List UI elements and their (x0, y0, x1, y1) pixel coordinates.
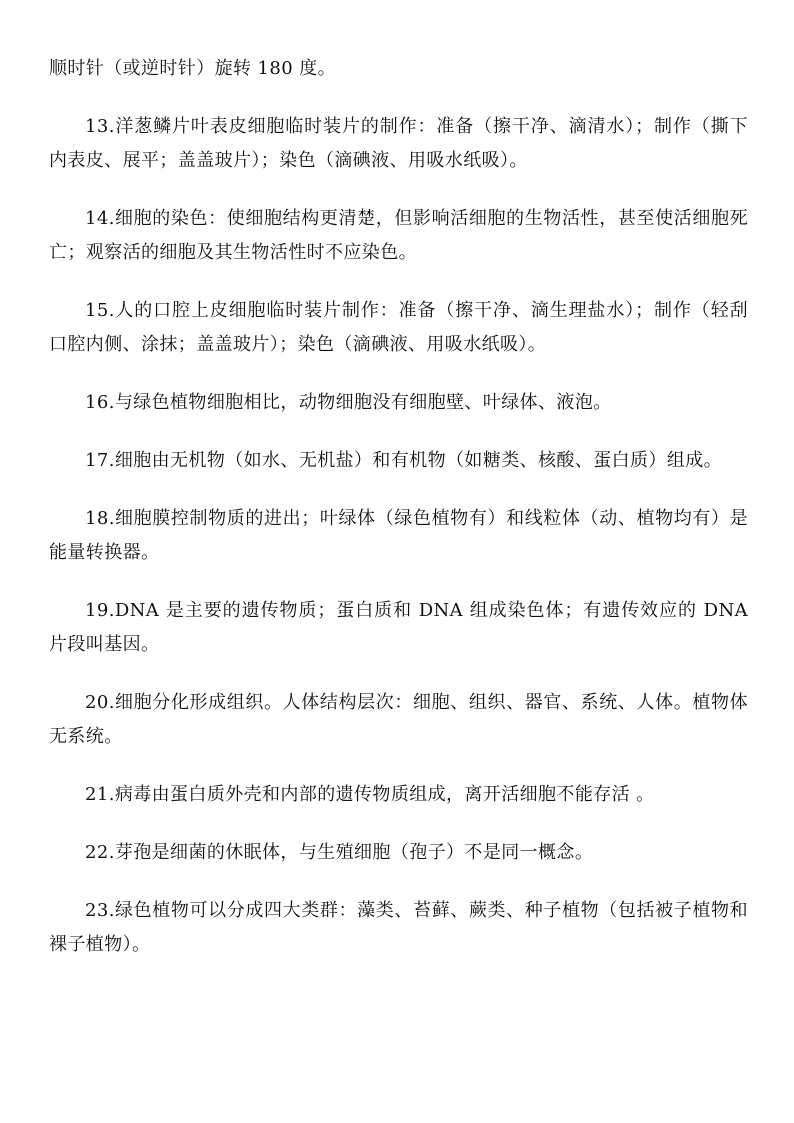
paragraph-13: 13.洋葱鳞片叶表皮细胞临时装片的制作：准备（擦干净、滴清水）；制作（撕下内表皮、展平；盖盖玻片）；染色（滴碘液、用吸水纸吸）。 (49, 116, 748, 171)
paragraph-15: 15.人的口腔上皮细胞临时装片制作：准备（擦干净、滴生理盐水）；制作（轻刮口腔内侧、涂抹；盖盖玻片）；染色（滴碘液、用吸水纸吸）。 (49, 300, 748, 355)
paragraph-20: 20.细胞分化形成组织。人体结构层次：细胞、组织、器官、系统、人体。植物体无系统。 (49, 692, 748, 747)
paragraph-17: 17.细胞由无机物（如水、无机盐）和有机物（如糖类、核酸、蛋白质）组成。 (85, 450, 723, 471)
paragraph-22: 22.芽孢是细菌的休眠体，与生殖细胞（孢子）不是同一概念。 (85, 842, 594, 863)
paragraph-21: 21.病毒由蛋白质外壳和内部的遗传物质组成，离开活细胞不能存活 。 (85, 784, 655, 805)
paragraph-18: 18.细胞膜控制物质的进出；叶绿体（绿色植物有）和线粒体（动、植物均有）是能量转换器。 (49, 508, 748, 563)
paragraph-23: 23.绿色植物可以分成四大类群：藻类、苔藓、蕨类、种子植物（包括被子植物和裸子植物）。 (49, 900, 748, 955)
paragraph-14: 14.细胞的染色：使细胞结构更清楚，但影响活细胞的生物活性，甚至使活细胞死亡；观察活的细胞及其生物活性时不应染色。 (49, 208, 748, 263)
paragraph-16: 16.与绿色植物细胞相比，动物细胞没有细胞壁、叶绿体、液泡。 (85, 392, 612, 413)
paragraph-12-continuation: 顺时针（或逆时针）旋转 180 度。 (49, 58, 336, 79)
paragraph-19: 19.DNA 是主要的遗传物质；蛋白质和 DNA 组成染色体；有遗传效应的 DNA 片段叫基因。 (49, 600, 748, 655)
